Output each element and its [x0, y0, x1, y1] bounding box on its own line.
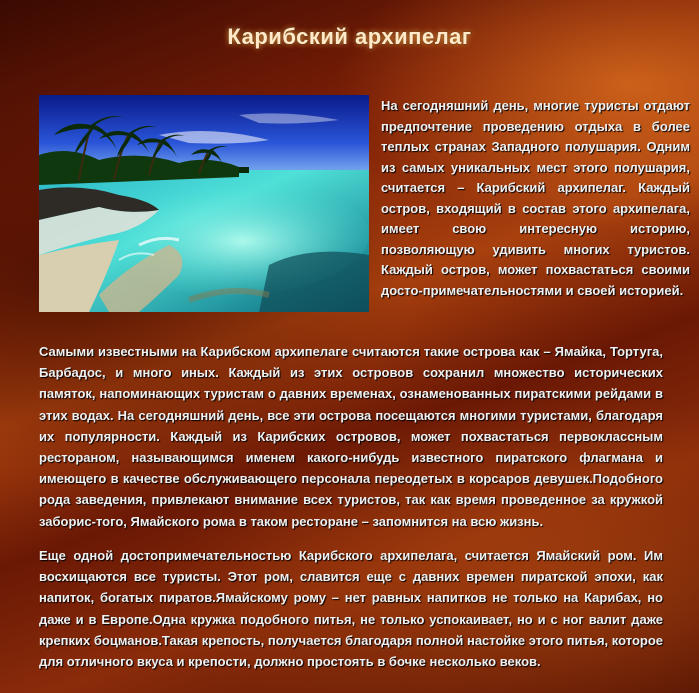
- beach-image: [39, 95, 369, 312]
- intro-paragraph: На сегодняшний день, многие туристы отдают предпочтение проведению отдыха в более теплых странах Западного полушария. Одним из самых уникальных мест этого полушария, считается – Карибский архипелаг. Каждый остров, входящий в состав этого архипелага, имеет свою интересную историю, позволяющую удивить многих туристов. Каждый остров, может похвастаться своими досто-примечательностями и своей историей.: [381, 98, 690, 298]
- rum-paragraph: Еще одной достопримечательностью Карибского архипелага, считается Ямайский ром. Им восхищаются все туристы. Этот ром, славится еще с давних времен пиратской эпохи, как напиток, богатых пиратов.Ямайскому рому – нет равных напитков не только на Карибах, но даже и в Европе.Одна кружка подобного питья, не только успокаивает, но и с ног валит даже крепких боцманов.Такая крепость, получается благодаря полной настойке этого питья, которое для отличного вкуса и крепости, должно простоять в бочке несколько веков.: [39, 548, 663, 670]
- beach-photo: [39, 95, 369, 312]
- page-title: Карибский архипелаг: [227, 24, 472, 49]
- islands-paragraph: Самыми известными на Карибском архипелаге считаются такие острова как – Ямайка, Тортуга, Барбадос, и много иных. Каждый из этих островов сохранил множество исторических памяток, напоминающих туристам о давних временах, ознаменованных пиратскими рейдами в этих водах. На сегодняшний день, все эти острова посещаются многими туристами, благодаря их популярности. Каждый из Карибских островов, может похвастаться первоклассным рестораном, называющимся именем какого-нибудь известного пиратского флагмана и имеющего в качестве обслуживающего персонала переодетых в корсаров девушек.Подобного рода заведения, привлекают внимание всех туристов, так как время проведенное за кружкой заборис-того, Ямайского рома в таком ресторане – запомнится на всю жизнь.: [39, 344, 663, 529]
